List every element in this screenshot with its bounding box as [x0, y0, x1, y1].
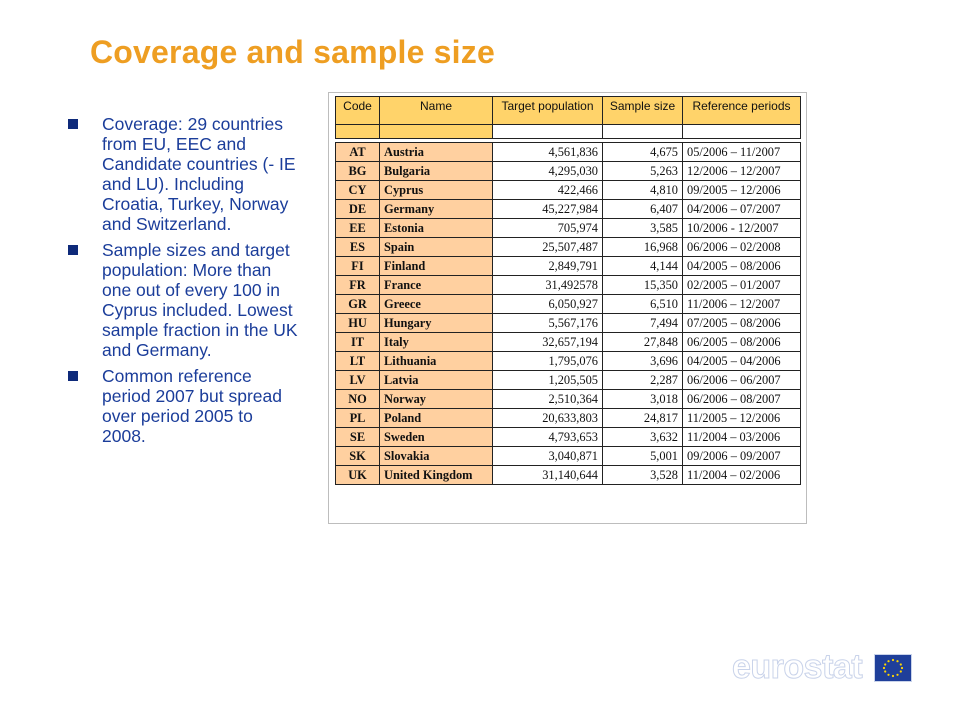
cell-reference-period: 11/2004 – 02/2006	[683, 466, 801, 485]
table-row	[336, 447, 801, 466]
cell-sample-size: 3,528	[603, 466, 683, 485]
table-row	[336, 352, 801, 371]
cell-reference-period: 04/2005 – 08/2006	[683, 257, 801, 276]
cell-target-population: 25,507,487	[493, 238, 603, 257]
bullet-square-icon	[68, 119, 78, 129]
cell-name: Sweden	[380, 428, 493, 447]
cell-target-population: 20,633,803	[493, 409, 603, 428]
table-row	[336, 333, 801, 352]
cell-name: Norway	[380, 390, 493, 409]
table-row	[336, 143, 801, 162]
cell-reference-period: 02/2005 – 01/2007	[683, 276, 801, 295]
bullet-item	[68, 114, 298, 234]
cell-code: AT	[336, 143, 380, 162]
cell-name: Spain	[380, 238, 493, 257]
table-row	[336, 238, 801, 257]
table-row	[336, 466, 801, 485]
cell-target-population: 6,050,927	[493, 295, 603, 314]
cell-sample-size: 7,494	[603, 314, 683, 333]
cell-code: SK	[336, 447, 380, 466]
bullet-item	[68, 240, 298, 360]
cell-reference-period: 07/2005 – 08/2006	[683, 314, 801, 333]
cell-sample-size: 3,585	[603, 219, 683, 238]
cell-code: IT	[336, 333, 380, 352]
header-sample-size: Sample size	[603, 97, 683, 125]
slide-title: Coverage and sample size	[90, 34, 495, 70]
header-code: Code	[336, 97, 380, 125]
cell-code: PL	[336, 409, 380, 428]
table-row	[336, 200, 801, 219]
cell-sample-size: 2,287	[603, 371, 683, 390]
cell-target-population: 45,227,984	[493, 200, 603, 219]
eurostat-logo	[720, 648, 920, 688]
cell-sample-size: 3,632	[603, 428, 683, 447]
cell-reference-period: 11/2004 – 03/2006	[683, 428, 801, 447]
table-row	[336, 409, 801, 428]
cell-target-population: 4,561,836	[493, 143, 603, 162]
cell-target-population: 3,040,871	[493, 447, 603, 466]
header-target-population: Target population	[493, 97, 603, 125]
cell-reference-period: 11/2006 – 12/2007	[683, 295, 801, 314]
header-name: Name	[380, 97, 493, 125]
cell-code: GR	[336, 295, 380, 314]
bullet-square-icon	[68, 245, 78, 255]
header-reference-periods: Reference periods	[683, 97, 801, 125]
cell-name: Germany	[380, 200, 493, 219]
cell-target-population: 1,205,505	[493, 371, 603, 390]
cell-reference-period: 04/2005 – 04/2006	[683, 352, 801, 371]
cell-sample-size: 4,144	[603, 257, 683, 276]
cell-code: UK	[336, 466, 380, 485]
cell-sample-size: 3,696	[603, 352, 683, 371]
cell-name: Poland	[380, 409, 493, 428]
cell-target-population: 1,795,076	[493, 352, 603, 371]
cell-reference-period: 06/2005 – 08/2006	[683, 333, 801, 352]
cell-sample-size: 5,001	[603, 447, 683, 466]
cell-sample-size: 15,350	[603, 276, 683, 295]
cell-target-population: 31,140,644	[493, 466, 603, 485]
cell-reference-period: 11/2005 – 12/2006	[683, 409, 801, 428]
cell-target-population: 2,510,364	[493, 390, 603, 409]
cell-code: NO	[336, 390, 380, 409]
cell-sample-size: 4,810	[603, 181, 683, 200]
cell-name: Latvia	[380, 371, 493, 390]
cell-code: LT	[336, 352, 380, 371]
cell-reference-period: 10/2006 - 12/2007	[683, 219, 801, 238]
bullet-text: Coverage: 29 countries from EU, EEC and Candidate countries (- IE and LU). Including Croatia, Turkey, Norway and Switzerland.	[102, 114, 296, 234]
cell-code: EE	[336, 219, 380, 238]
cell-target-population: 4,295,030	[493, 162, 603, 181]
cell-code: FI	[336, 257, 380, 276]
cell-reference-period: 05/2006 – 11/2007	[683, 143, 801, 162]
cell-name: Hungary	[380, 314, 493, 333]
cell-name: Lithuania	[380, 352, 493, 371]
cell-reference-period: 12/2006 – 12/2007	[683, 162, 801, 181]
cell-target-population: 32,657,194	[493, 333, 603, 352]
cell-sample-size: 5,263	[603, 162, 683, 181]
table-row	[336, 181, 801, 200]
cell-name: Greece	[380, 295, 493, 314]
cell-code: FR	[336, 276, 380, 295]
coverage-table	[335, 96, 801, 485]
cell-code: ES	[336, 238, 380, 257]
cell-target-population: 2,849,791	[493, 257, 603, 276]
cell-code: DE	[336, 200, 380, 219]
cell-name: United Kingdom	[380, 466, 493, 485]
bullet-text: Common reference period 2007 but spread over period 2005 to 2008.	[102, 366, 282, 446]
table-spacer-row	[336, 125, 801, 139]
cell-name: Austria	[380, 143, 493, 162]
table-row	[336, 390, 801, 409]
table-row	[336, 162, 801, 181]
cell-code: BG	[336, 162, 380, 181]
table-body	[336, 125, 801, 485]
cell-target-population: 4,793,653	[493, 428, 603, 447]
cell-sample-size: 27,848	[603, 333, 683, 352]
bullet-item	[68, 366, 298, 446]
table-row	[336, 219, 801, 238]
bullet-text: Sample sizes and target population: More than one out of every 100 in Cyprus included. Lowest sample fraction in the UK and Germany.	[102, 240, 298, 360]
table-row	[336, 371, 801, 390]
cell-target-population: 705,974	[493, 219, 603, 238]
bullet-list	[68, 114, 298, 452]
cell-reference-period: 06/2006 – 08/2007	[683, 390, 801, 409]
table-row	[336, 428, 801, 447]
cell-name: Estonia	[380, 219, 493, 238]
cell-reference-period: 09/2006 – 09/2007	[683, 447, 801, 466]
cell-code: SE	[336, 428, 380, 447]
cell-name: France	[380, 276, 493, 295]
logo-wordmark: eurostat	[732, 648, 863, 686]
table-row	[336, 314, 801, 333]
cell-reference-period: 09/2005 – 12/2006	[683, 181, 801, 200]
cell-name: Slovakia	[380, 447, 493, 466]
cell-name: Cyprus	[380, 181, 493, 200]
eu-flag-icon	[874, 654, 912, 682]
table-header-row	[336, 97, 801, 125]
table-row	[336, 295, 801, 314]
cell-code: CY	[336, 181, 380, 200]
cell-reference-period: 06/2006 – 06/2007	[683, 371, 801, 390]
cell-name: Bulgaria	[380, 162, 493, 181]
table-row	[336, 276, 801, 295]
cell-target-population: 422,466	[493, 181, 603, 200]
cell-name: Italy	[380, 333, 493, 352]
cell-code: LV	[336, 371, 380, 390]
cell-target-population: 5,567,176	[493, 314, 603, 333]
cell-sample-size: 6,510	[603, 295, 683, 314]
cell-sample-size: 24,817	[603, 409, 683, 428]
bullet-square-icon	[68, 371, 78, 381]
cell-sample-size: 16,968	[603, 238, 683, 257]
cell-name: Finland	[380, 257, 493, 276]
cell-sample-size: 6,407	[603, 200, 683, 219]
cell-code: HU	[336, 314, 380, 333]
cell-reference-period: 04/2006 – 07/2007	[683, 200, 801, 219]
cell-sample-size: 4,675	[603, 143, 683, 162]
cell-reference-period: 06/2006 – 02/2008	[683, 238, 801, 257]
cell-sample-size: 3,018	[603, 390, 683, 409]
table-row	[336, 257, 801, 276]
cell-target-population: 31,492578	[493, 276, 603, 295]
